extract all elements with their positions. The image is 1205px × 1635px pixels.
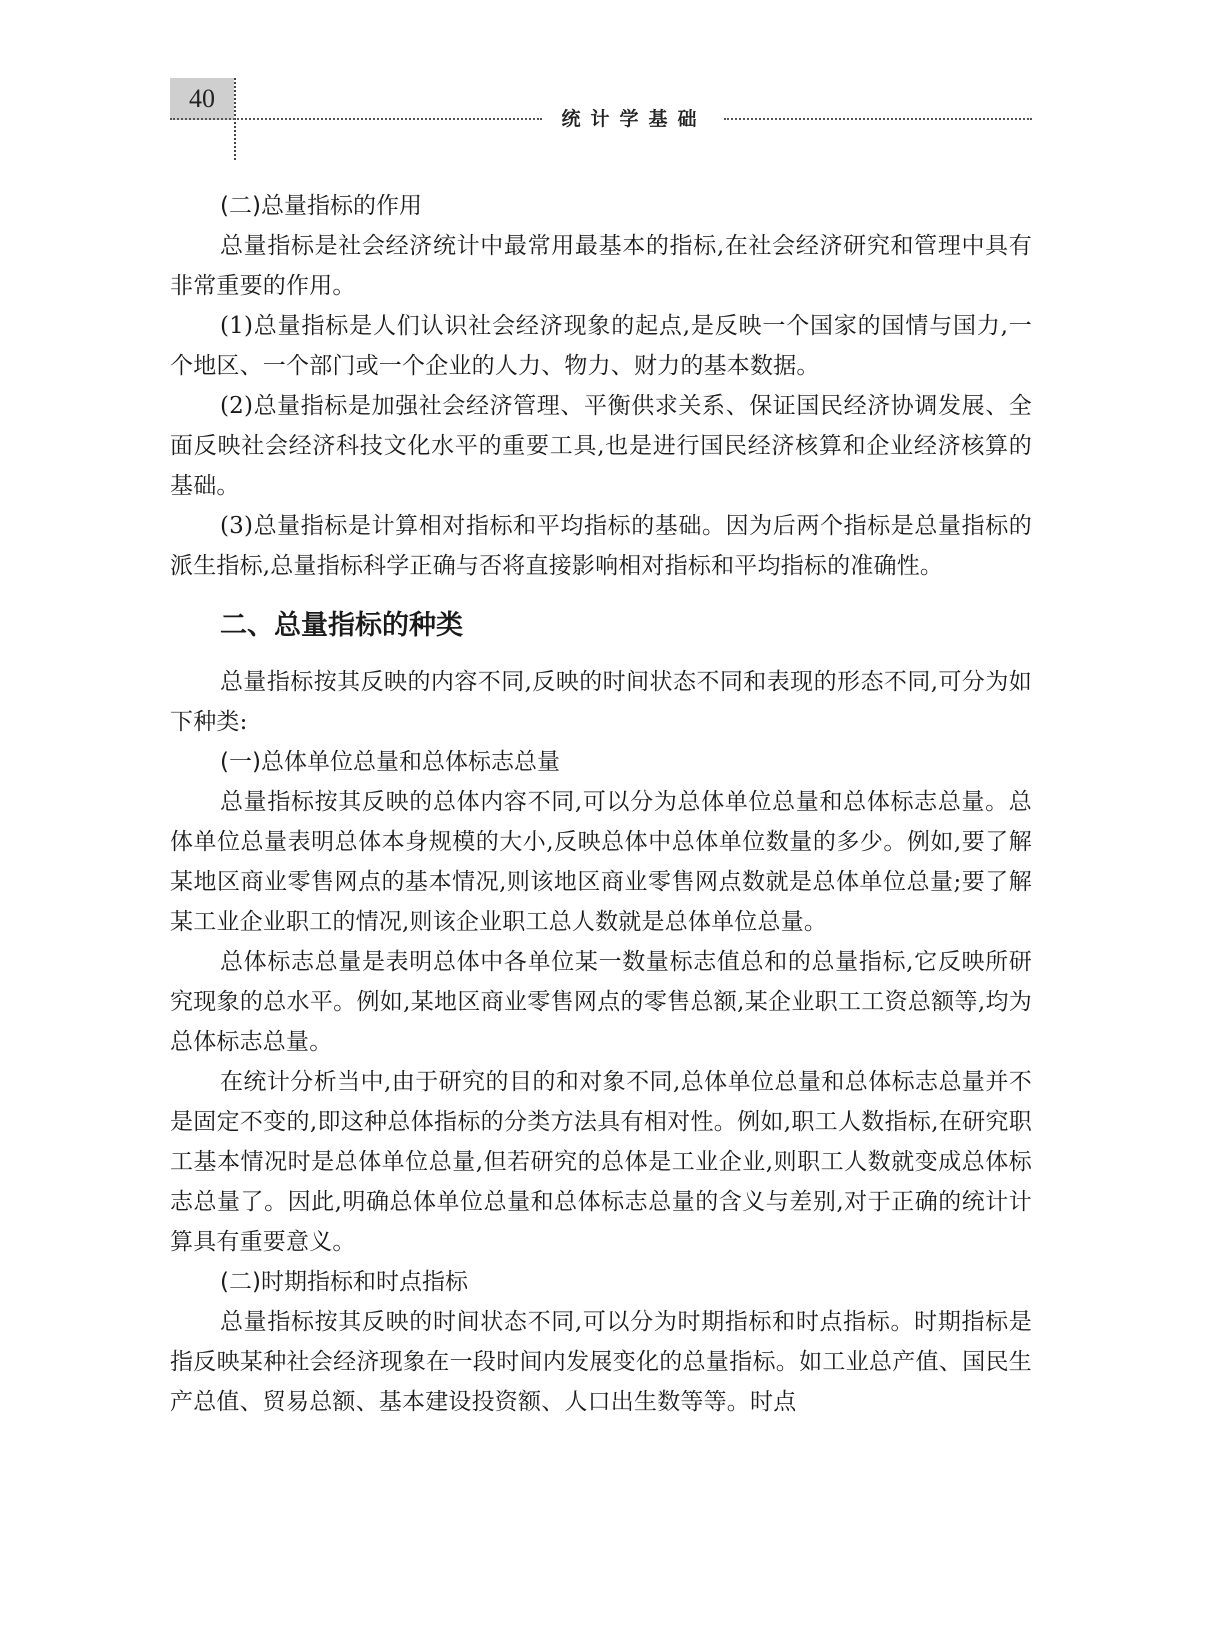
paragraph: (2)总量指标是加强社会经济管理、平衡供求关系、保证国民经济协调发展、全面反映社会经济科技文化水平的重要工具,也是进行国民经济核算和企业经济核算的基础。 (170, 393, 1032, 499)
subheading-period-vs-point: (二)时期指标和时点指标 (220, 1269, 468, 1295)
subheading-role: (二)总量指标的作用 (220, 193, 422, 219)
subheading-unit-vs-mark: (一)总体单位总量和总体标志总量 (220, 749, 560, 775)
paragraph: 总量指标是社会经济统计中最常用最基本的指标,在社会经济研究和管理中具有非常重要的作用。 (170, 233, 1032, 299)
paragraph: (1)总量指标是人们认识社会经济现象的起点,是反映一个国家的国情与国力,一个地区、一个部门或一个企业的人力、物力、财力的基本数据。 (170, 313, 1032, 379)
running-title: 统计学基础 (561, 108, 707, 130)
section-heading: 二、总量指标的种类 (220, 610, 463, 641)
paragraph: 在统计分析当中,由于研究的目的和对象不同,总体单位总量和总体标志总量并不是固定不变的,即这种总体指标的分类方法具有相对性。例如,职工人数指标,在研究职工基本情况时是总体单位总量,但若研究的总体是工业企业,则职工人数就变成总体标志总量了。因此,明确总体单位总量和总体标志总量的含义与差别,对于正确的统计计算具有重要意义。 (170, 1069, 1032, 1255)
paragraph: 总体标志总量是表明总体中各单位某一数量标志值总和的总量指标,它反映所研究现象的总水平。例如,某地区商业零售网点的零售总额,某企业职工工资总额等,均为总体标志总量。 (170, 949, 1032, 1055)
header-rule-left (170, 118, 542, 120)
paragraph: 总量指标按其反映的内容不同,反映的时间状态不同和表现的形态不同,可分为如下种类: (170, 669, 1032, 735)
paragraph: (3)总量指标是计算相对指标和平均指标的基础。因为后两个指标是总量指标的派生指标,总量指标科学正确与否将直接影响相对指标和平均指标的准确性。 (170, 513, 1032, 579)
page-body (170, 186, 1032, 1422)
paragraph: 总量指标按其反映的时间状态不同,可以分为时期指标和时点指标。时期指标是指反映某种社会经济现象在一段时间内发展变化的总量指标。如工业总产值、国民生产总值、贸易总额、基本建设投资额、人口出生数等等。时点 (170, 1309, 1032, 1415)
header-rule-right (724, 118, 1032, 120)
paragraph: 总量指标按其反映的总体内容不同,可以分为总体单位总量和总体标志总量。总体单位总量表明总体本身规模的大小,反映总体中总体单位数量的多少。例如,要了解某地区商业零售网点的基本情况,则该地区商业零售网点数就是总体单位总量;要了解某工业企业职工的情况,则该企业职工总人数就是总体单位总量。 (170, 789, 1032, 935)
page-number: 40 (170, 78, 234, 120)
